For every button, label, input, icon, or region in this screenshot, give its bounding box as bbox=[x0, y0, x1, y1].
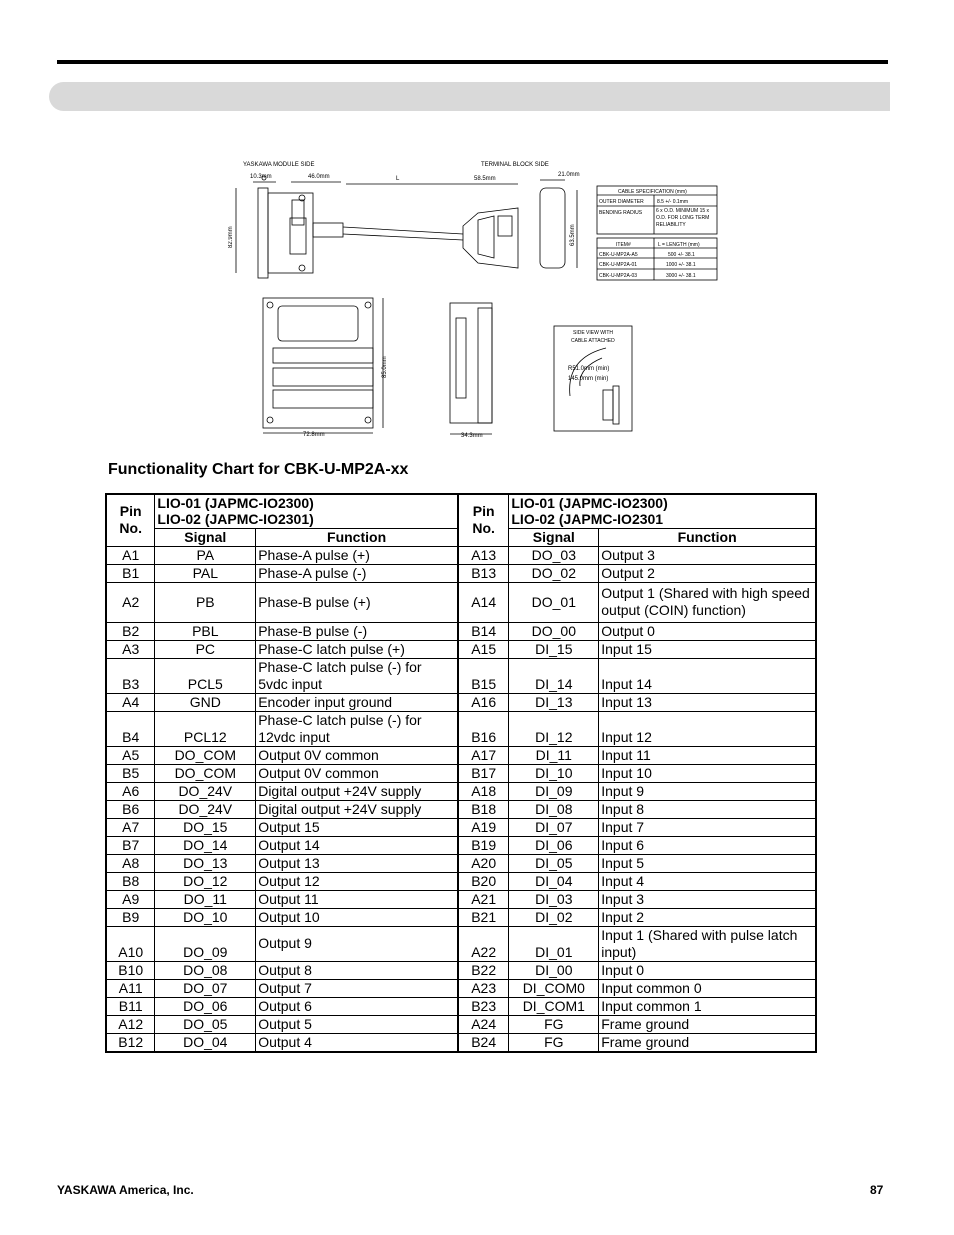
signal-cell: DI_02 bbox=[509, 908, 599, 926]
footer-company: YASKAWA America, Inc. bbox=[57, 1183, 194, 1197]
signal-cell: DO_12 bbox=[155, 872, 256, 890]
pin-cell: A4 bbox=[106, 693, 155, 711]
signal-cell: DO_01 bbox=[509, 582, 599, 622]
pin-cell: A12 bbox=[106, 1015, 155, 1033]
function-cell: Output 4 bbox=[256, 1033, 458, 1052]
signal-cell: DI_11 bbox=[509, 746, 599, 764]
signal-cell: PBL bbox=[155, 622, 256, 640]
function-cell: Input 4 bbox=[599, 872, 816, 890]
pin-no-header-left bbox=[106, 494, 155, 546]
function-cell: Phase-A pulse (-) bbox=[256, 564, 458, 582]
table-row bbox=[106, 997, 816, 1015]
pin-cell: B11 bbox=[106, 997, 155, 1015]
signal-cell: DO_04 bbox=[155, 1033, 256, 1052]
top-rule bbox=[57, 60, 888, 64]
signal-cell: DI_13 bbox=[509, 693, 599, 711]
signal-cell: DO_15 bbox=[155, 818, 256, 836]
pin-label: Pin bbox=[472, 503, 495, 520]
pin-cell: B15 bbox=[458, 658, 509, 693]
table-row bbox=[106, 961, 816, 979]
pin-function-table bbox=[105, 493, 817, 1053]
function-cell: Frame ground bbox=[599, 1015, 816, 1033]
signal-cell: FG bbox=[509, 1033, 599, 1052]
function-cell: Phase-C latch pulse (-) for 5vdc input bbox=[256, 658, 458, 693]
function-cell: Output 3 bbox=[599, 546, 816, 564]
table-row bbox=[106, 711, 816, 746]
table-row bbox=[106, 818, 816, 836]
function-cell: Phase-C latch pulse (+) bbox=[256, 640, 458, 658]
signal-cell: FG bbox=[509, 1015, 599, 1033]
right-group-line1: LIO-01 (JAPMC-IO2300) bbox=[511, 495, 668, 512]
table-row bbox=[106, 640, 816, 658]
pin-cell: A19 bbox=[458, 818, 509, 836]
function-cell: Output 13 bbox=[256, 854, 458, 872]
length-row2-l: 1000 +/- 38.1 bbox=[666, 262, 696, 268]
pin-cell: B3 bbox=[106, 658, 155, 693]
signal-cell: DO_06 bbox=[155, 997, 256, 1015]
pin-cell: B2 bbox=[106, 622, 155, 640]
signal-cell: PA bbox=[155, 546, 256, 564]
signal-cell: DI_10 bbox=[509, 764, 599, 782]
length-row3-l: 3000 +/- 38.1 bbox=[666, 273, 696, 279]
function-cell: Output 11 bbox=[256, 890, 458, 908]
pin-cell: A16 bbox=[458, 693, 509, 711]
function-cell: Phase-A pulse (+) bbox=[256, 546, 458, 564]
signal-cell: DO_09 bbox=[155, 926, 256, 961]
pin-cell: A8 bbox=[106, 854, 155, 872]
pin-cell: B17 bbox=[458, 764, 509, 782]
pin-cell: A3 bbox=[106, 640, 155, 658]
pin-cell: A14 bbox=[458, 582, 509, 622]
pin-cell: B18 bbox=[458, 800, 509, 818]
signal-cell: DO_05 bbox=[155, 1015, 256, 1033]
function-cell: Input common 1 bbox=[599, 997, 816, 1015]
signal-cell: DO_24V bbox=[155, 782, 256, 800]
function-cell: Input 14 bbox=[599, 658, 816, 693]
right-group-line2: LIO-02 (JAPMC-IO2301 bbox=[511, 511, 664, 528]
signal-cell: DI_01 bbox=[509, 926, 599, 961]
function-cell: Input common 0 bbox=[599, 979, 816, 997]
signal-cell: DO_00 bbox=[509, 622, 599, 640]
table-row bbox=[106, 582, 816, 622]
function-cell: Input 15 bbox=[599, 640, 816, 658]
function-cell: Encoder input ground bbox=[256, 693, 458, 711]
pin-cell: A13 bbox=[458, 546, 509, 564]
function-cell: Input 2 bbox=[599, 908, 816, 926]
length-row1-l: 500 +/- 38.1 bbox=[668, 252, 695, 258]
dim-h2: 63.5mm bbox=[570, 224, 576, 246]
table-row bbox=[106, 546, 816, 564]
function-cell: Output 8 bbox=[256, 961, 458, 979]
function-cell: Output 15 bbox=[256, 818, 458, 836]
function-cell: Output 0V common bbox=[256, 746, 458, 764]
pin-cell: B5 bbox=[106, 764, 155, 782]
function-cell: Input 0 bbox=[599, 961, 816, 979]
left-group-line2: LIO-02 (JAPMC-IO2301) bbox=[157, 511, 314, 528]
signal-cell: DI_06 bbox=[509, 836, 599, 854]
pin-cell: B20 bbox=[458, 872, 509, 890]
function-cell: Digital output +24V supply bbox=[256, 782, 458, 800]
signal-cell: GND bbox=[155, 693, 256, 711]
left-group-header bbox=[155, 494, 458, 528]
footer-page-number: 87 bbox=[870, 1183, 884, 1197]
pin-cell: A11 bbox=[106, 979, 155, 997]
function-cell: Phase-C latch pulse (-) for 12vdc input bbox=[256, 711, 458, 746]
signal-cell: DO_07 bbox=[155, 979, 256, 997]
signal-cell: DI_09 bbox=[509, 782, 599, 800]
cable-spec-k2: BENDING RADIUS bbox=[599, 210, 643, 216]
pin-cell: B6 bbox=[106, 800, 155, 818]
function-cell: Input 6 bbox=[599, 836, 816, 854]
function-cell: Output 2 bbox=[599, 564, 816, 582]
dim-w1: 72.8mm bbox=[303, 432, 325, 438]
pin-cell: A18 bbox=[458, 782, 509, 800]
signal-cell: DI_07 bbox=[509, 818, 599, 836]
dim-a: 10.3mm bbox=[250, 174, 272, 180]
function-cell: Phase-B pulse (-) bbox=[256, 622, 458, 640]
pin-cell: B23 bbox=[458, 997, 509, 1015]
pin-cell: A7 bbox=[106, 818, 155, 836]
signal-cell: DO_14 bbox=[155, 836, 256, 854]
signal-cell: DO_13 bbox=[155, 854, 256, 872]
function-cell: Input 3 bbox=[599, 890, 816, 908]
table-row bbox=[106, 890, 816, 908]
cable-spec-v1: 8.5 +/- 0.1mm bbox=[657, 199, 688, 205]
table-row bbox=[106, 658, 816, 693]
signal-cell: DI_14 bbox=[509, 658, 599, 693]
function-cell: Output 7 bbox=[256, 979, 458, 997]
table-row bbox=[106, 1015, 816, 1033]
module-side-label: YASKAWA MODULE SIDE bbox=[243, 162, 315, 168]
signal-cell: DO_10 bbox=[155, 908, 256, 926]
pin-cell: A9 bbox=[106, 890, 155, 908]
signal-cell: DI_08 bbox=[509, 800, 599, 818]
table-row bbox=[106, 564, 816, 582]
pin-cell: A17 bbox=[458, 746, 509, 764]
function-cell: Output 0 bbox=[599, 622, 816, 640]
dim-h1: 82.9mm bbox=[228, 226, 234, 248]
table-row bbox=[106, 800, 816, 818]
signal-cell: DI_05 bbox=[509, 854, 599, 872]
signal-cell: DO_COM bbox=[155, 764, 256, 782]
pin-cell: B24 bbox=[458, 1033, 509, 1052]
signal-cell: DI_12 bbox=[509, 711, 599, 746]
pin-cell: A2 bbox=[106, 582, 155, 622]
table-row bbox=[106, 764, 816, 782]
signal-cell: PB bbox=[155, 582, 256, 622]
pin-cell: B14 bbox=[458, 622, 509, 640]
signal-cell: PAL bbox=[155, 564, 256, 582]
table-row bbox=[106, 926, 816, 961]
pin-cell: A15 bbox=[458, 640, 509, 658]
pin-no-header-right bbox=[458, 494, 509, 546]
function-cell: Output 14 bbox=[256, 836, 458, 854]
cable-drawing bbox=[228, 158, 728, 443]
dim-w2: 34.3mm bbox=[461, 433, 483, 439]
function-cell: Input 11 bbox=[599, 746, 816, 764]
table-row bbox=[106, 854, 816, 872]
pin-cell: A10 bbox=[106, 926, 155, 961]
table-row bbox=[106, 1033, 816, 1052]
function-cell: Input 1 (Shared with pulse latch input) bbox=[599, 926, 816, 961]
pin-cell: A5 bbox=[106, 746, 155, 764]
function-header-right: Function bbox=[599, 528, 816, 546]
function-cell: Input 8 bbox=[599, 800, 816, 818]
side-view-title1: SIDE VIEW WITH bbox=[573, 330, 613, 336]
pin-cell: B10 bbox=[106, 961, 155, 979]
signal-cell: DI_04 bbox=[509, 872, 599, 890]
function-cell: Output 5 bbox=[256, 1015, 458, 1033]
signal-cell: DO_COM bbox=[155, 746, 256, 764]
function-cell: Phase-B pulse (+) bbox=[256, 582, 458, 622]
cable-spec-k1: OUTER DIAMETER bbox=[599, 199, 644, 205]
signal-cell: DO_08 bbox=[155, 961, 256, 979]
function-cell: Digital output +24V supply bbox=[256, 800, 458, 818]
pin-cell: A23 bbox=[458, 979, 509, 997]
function-cell: Input 13 bbox=[599, 693, 816, 711]
side-view-r1: R51.0mm (min) bbox=[568, 366, 610, 372]
pin-cell: B12 bbox=[106, 1033, 155, 1052]
function-header-left: Function bbox=[256, 528, 458, 546]
function-cell: Output 12 bbox=[256, 872, 458, 890]
function-cell: Input 5 bbox=[599, 854, 816, 872]
no-label: No. bbox=[472, 520, 495, 537]
signal-cell: DO_11 bbox=[155, 890, 256, 908]
signal-cell: DI_COM0 bbox=[509, 979, 599, 997]
dim-L: L bbox=[396, 176, 400, 182]
function-cell: Input 10 bbox=[599, 764, 816, 782]
length-row2-item: CBK-U-MP2A-01 bbox=[599, 262, 638, 268]
signal-cell: DO_03 bbox=[509, 546, 599, 564]
pin-cell: B4 bbox=[106, 711, 155, 746]
function-cell: Output 9 bbox=[256, 926, 458, 961]
signal-header-right: Signal bbox=[509, 528, 599, 546]
table-row bbox=[106, 908, 816, 926]
function-cell: Output 0V common bbox=[256, 764, 458, 782]
table-row bbox=[106, 622, 816, 640]
chart-title: Functionality Chart for CBK-U-MP2A-xx bbox=[108, 461, 409, 478]
pin-cell: B19 bbox=[458, 836, 509, 854]
signal-cell: DI_15 bbox=[509, 640, 599, 658]
no-label: No. bbox=[119, 520, 142, 537]
pin-cell: A1 bbox=[106, 546, 155, 564]
table-row bbox=[106, 746, 816, 764]
cable-spec-v2: 6 x O.D. MINIMUM 15 x O.D. FOR LONG TERM RELIABILITY bbox=[656, 208, 710, 228]
function-cell: Input 9 bbox=[599, 782, 816, 800]
side-view-r2: 145.0mm (min) bbox=[568, 376, 609, 382]
pin-cell: B1 bbox=[106, 564, 155, 582]
cable-spec-title: CABLE SPECIFICATION (mm) bbox=[618, 189, 687, 195]
function-cell: Frame ground bbox=[599, 1033, 816, 1052]
table-row bbox=[106, 872, 816, 890]
signal-cell: PCL5 bbox=[155, 658, 256, 693]
pin-cell: B22 bbox=[458, 961, 509, 979]
signal-cell: DI_00 bbox=[509, 961, 599, 979]
pin-cell: B13 bbox=[458, 564, 509, 582]
dim-d: 21.0mm bbox=[558, 172, 580, 178]
pin-cell: B9 bbox=[106, 908, 155, 926]
table-row bbox=[106, 693, 816, 711]
table-row bbox=[106, 782, 816, 800]
pin-cell: B7 bbox=[106, 836, 155, 854]
signal-header-left: Signal bbox=[155, 528, 256, 546]
signal-cell: DI_COM1 bbox=[509, 997, 599, 1015]
length-header-item: ITEM# bbox=[616, 242, 631, 248]
dim-c: 58.5mm bbox=[474, 176, 496, 182]
table-row bbox=[106, 836, 816, 854]
pin-cell: B21 bbox=[458, 908, 509, 926]
table-row bbox=[106, 979, 816, 997]
pin-cell: A20 bbox=[458, 854, 509, 872]
length-row3-item: CBK-U-MP2A-03 bbox=[599, 273, 638, 279]
side-view-title2: CABLE ATTACHED bbox=[571, 338, 615, 344]
right-group-header bbox=[509, 494, 816, 528]
pin-cell: B16 bbox=[458, 711, 509, 746]
section-header-band bbox=[49, 82, 890, 111]
signal-cell: DO_02 bbox=[509, 564, 599, 582]
pin-cell: A6 bbox=[106, 782, 155, 800]
dim-b: 46.0mm bbox=[308, 174, 330, 180]
function-cell: Input 12 bbox=[599, 711, 816, 746]
length-header-l: L = LENGTH (mm) bbox=[658, 242, 700, 248]
function-cell: Input 7 bbox=[599, 818, 816, 836]
function-cell: Output 6 bbox=[256, 997, 458, 1015]
terminal-side-label: TERMINAL BLOCK SIDE bbox=[481, 162, 549, 168]
function-cell: Output 10 bbox=[256, 908, 458, 926]
pin-label: Pin bbox=[119, 503, 142, 520]
signal-cell: PC bbox=[155, 640, 256, 658]
pin-cell: A24 bbox=[458, 1015, 509, 1033]
signal-cell: DO_24V bbox=[155, 800, 256, 818]
function-cell: Output 1 (Shared with high speed output (COIN) function) bbox=[599, 582, 816, 622]
pin-cell: B8 bbox=[106, 872, 155, 890]
signal-cell: PCL12 bbox=[155, 711, 256, 746]
pin-cell: A22 bbox=[458, 926, 509, 961]
pin-cell: A21 bbox=[458, 890, 509, 908]
dim-h3: 85.0mm bbox=[382, 356, 388, 378]
length-row1-item: CBK-U-MP2A-A5 bbox=[599, 252, 638, 258]
left-group-line1: LIO-01 (JAPMC-IO2300) bbox=[157, 495, 314, 512]
signal-cell: DI_03 bbox=[509, 890, 599, 908]
